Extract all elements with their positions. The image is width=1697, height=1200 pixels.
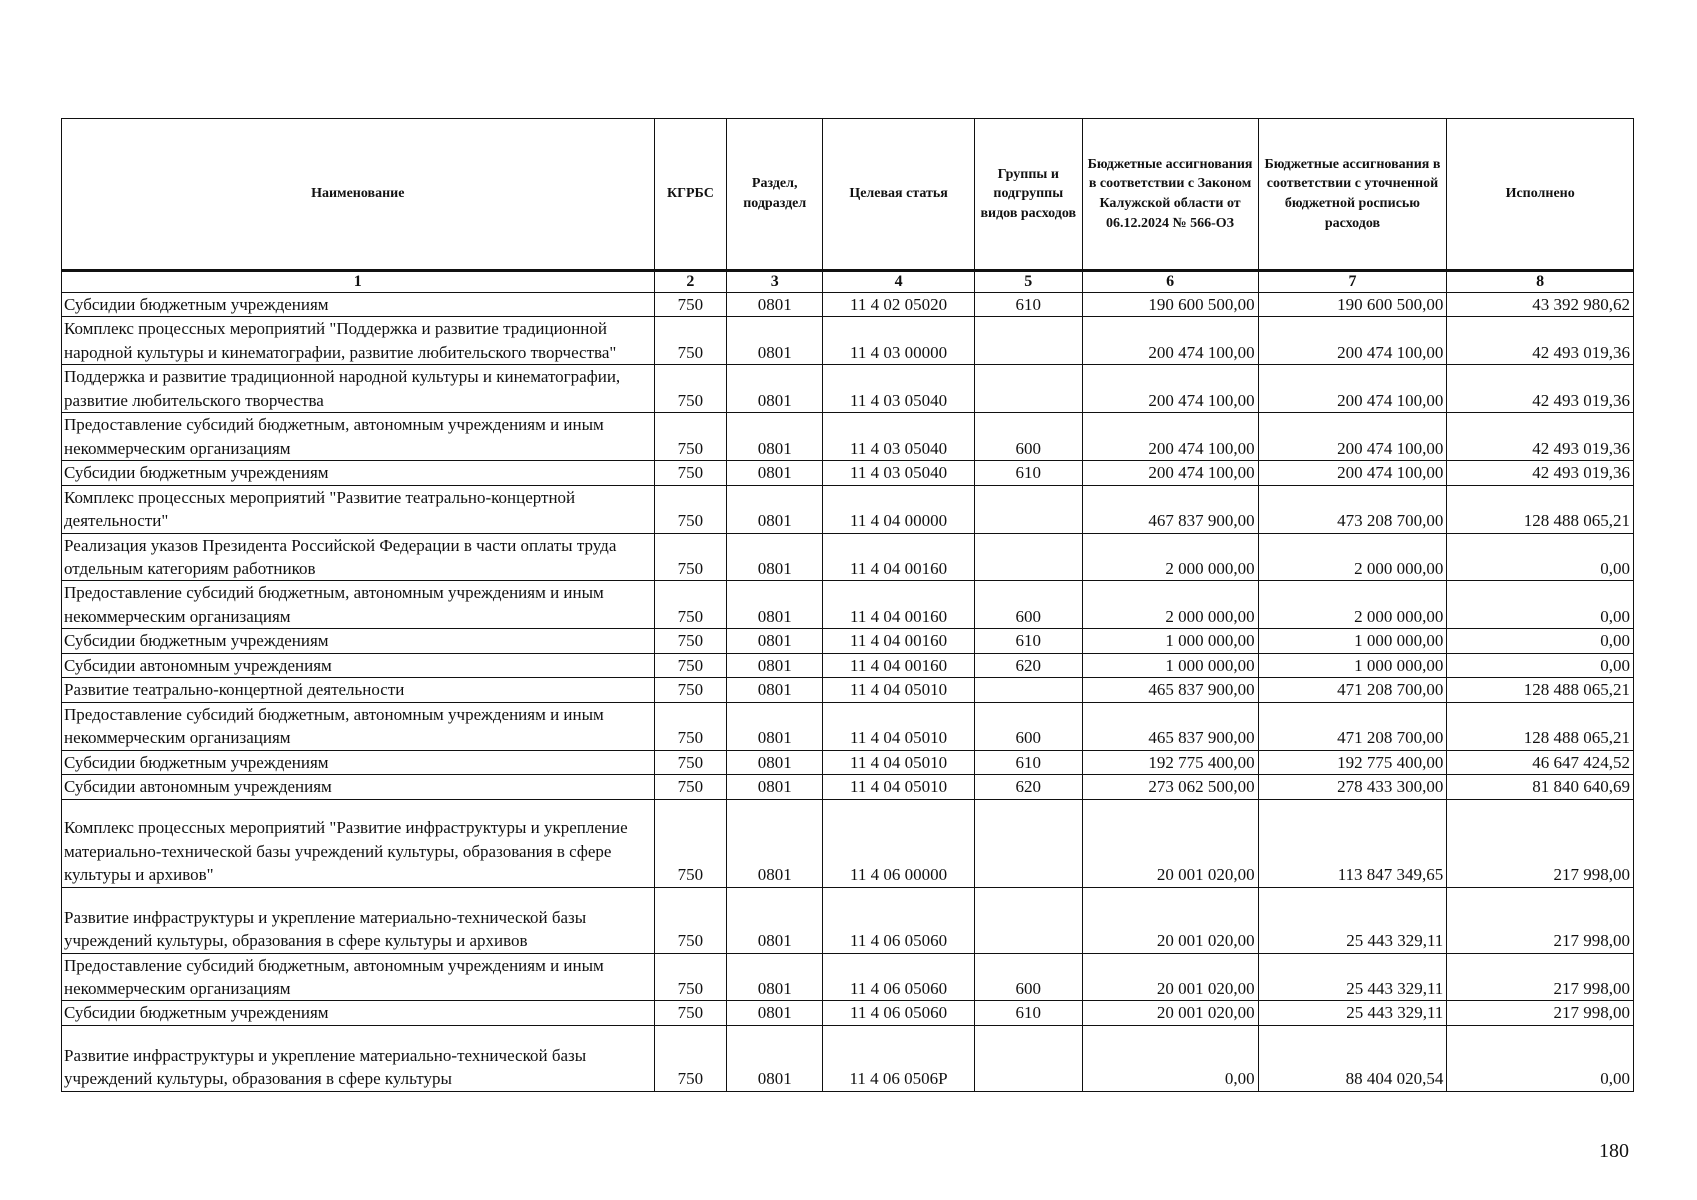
cell-razdel: 0801 (727, 317, 823, 365)
cell-vid (975, 678, 1083, 702)
cell-razdel: 0801 (727, 293, 823, 317)
cell-celevaya: 11 4 04 05010 (823, 678, 975, 702)
cell-razdel: 0801 (727, 485, 823, 533)
budget-table (61, 118, 1634, 1092)
cell-rospis: 1 000 000,00 (1258, 629, 1447, 653)
header-razdel: Раздел, подраздел (727, 119, 823, 271)
header-celevaya: Целевая статья (823, 119, 975, 271)
cell-ispolneno: 0,00 (1447, 581, 1634, 629)
cell-name: Комплекс процессных мероприятий "Поддержка и развитие традиционной народной культуры и кинематографии, развитие любительского творчества" (62, 317, 655, 365)
cell-rospis: 200 474 100,00 (1258, 461, 1447, 485)
cell-law: 20 001 020,00 (1082, 1001, 1258, 1025)
cell-ispolneno: 42 493 019,36 (1447, 461, 1634, 485)
cell-celevaya: 11 4 04 05010 (823, 702, 975, 750)
cell-razdel: 0801 (727, 775, 823, 799)
cell-ispolneno: 0,00 (1447, 533, 1634, 581)
cell-vid (975, 485, 1083, 533)
cell-razdel: 0801 (727, 750, 823, 774)
cell-vid: 610 (975, 461, 1083, 485)
cell-rospis: 25 443 329,11 (1258, 1001, 1447, 1025)
page-number: 180 (1599, 1140, 1629, 1162)
cell-law: 2 000 000,00 (1082, 533, 1258, 581)
cell-name: Предоставление субсидий бюджетным, автономным учреждениям и иным некоммерческим организациям (62, 413, 655, 461)
cell-celevaya: 11 4 06 05060 (823, 953, 975, 1001)
cell-name: Развитие театрально-концертной деятельности (62, 678, 655, 702)
column-number: 2 (654, 271, 727, 293)
cell-vid (975, 887, 1083, 953)
table-row (62, 1025, 1634, 1091)
cell-vid: 610 (975, 750, 1083, 774)
cell-razdel: 0801 (727, 413, 823, 461)
cell-law: 20 001 020,00 (1082, 953, 1258, 1001)
table-header (62, 119, 1634, 293)
cell-name: Предоставление субсидий бюджетным, автономным учреждениям и иным некоммерческим организациям (62, 702, 655, 750)
table-row (62, 678, 1634, 702)
cell-rospis: 200 474 100,00 (1258, 365, 1447, 413)
cell-ispolneno: 217 998,00 (1447, 887, 1634, 953)
cell-vid: 620 (975, 775, 1083, 799)
cell-vid: 600 (975, 581, 1083, 629)
cell-kgrbs: 750 (654, 1025, 727, 1091)
cell-vid (975, 533, 1083, 581)
column-number: 4 (823, 271, 975, 293)
cell-rospis: 1 000 000,00 (1258, 653, 1447, 677)
cell-celevaya: 11 4 06 05060 (823, 1001, 975, 1025)
column-number-row (62, 271, 1634, 293)
cell-law: 20 001 020,00 (1082, 799, 1258, 887)
cell-ispolneno: 217 998,00 (1447, 953, 1634, 1001)
cell-name: Развитие инфраструктуры и укрепление материально-технической базы учреждений культуры, образования в сфере культуры (62, 1025, 655, 1091)
table-row (62, 317, 1634, 365)
cell-celevaya: 11 4 04 00160 (823, 653, 975, 677)
cell-kgrbs: 750 (654, 953, 727, 1001)
cell-law: 465 837 900,00 (1082, 678, 1258, 702)
column-number: 8 (1447, 271, 1634, 293)
cell-rospis: 192 775 400,00 (1258, 750, 1447, 774)
cell-ispolneno: 42 493 019,36 (1447, 365, 1634, 413)
cell-kgrbs: 750 (654, 485, 727, 533)
header-kgrbs: КГРБС (654, 119, 727, 271)
cell-law: 0,00 (1082, 1025, 1258, 1091)
cell-razdel: 0801 (727, 533, 823, 581)
cell-rospis: 113 847 349,65 (1258, 799, 1447, 887)
cell-law: 192 775 400,00 (1082, 750, 1258, 774)
column-number: 7 (1258, 271, 1447, 293)
cell-ispolneno: 128 488 065,21 (1447, 485, 1634, 533)
cell-rospis: 200 474 100,00 (1258, 413, 1447, 461)
cell-razdel: 0801 (727, 1001, 823, 1025)
cell-law: 465 837 900,00 (1082, 702, 1258, 750)
cell-law: 20 001 020,00 (1082, 887, 1258, 953)
cell-celevaya: 11 4 04 00160 (823, 581, 975, 629)
cell-razdel: 0801 (727, 653, 823, 677)
header-ispolneno: Исполнено (1447, 119, 1634, 271)
cell-celevaya: 11 4 03 05040 (823, 365, 975, 413)
column-number: 5 (975, 271, 1083, 293)
cell-ispolneno: 42 493 019,36 (1447, 413, 1634, 461)
cell-rospis: 471 208 700,00 (1258, 702, 1447, 750)
cell-razdel: 0801 (727, 461, 823, 485)
table-row (62, 887, 1634, 953)
cell-razdel: 0801 (727, 365, 823, 413)
cell-rospis: 2 000 000,00 (1258, 533, 1447, 581)
cell-law: 200 474 100,00 (1082, 365, 1258, 413)
table-row (62, 953, 1634, 1001)
cell-ispolneno: 42 493 019,36 (1447, 317, 1634, 365)
cell-law: 467 837 900,00 (1082, 485, 1258, 533)
header-vid: Группы и подгруппы видов расходов (975, 119, 1083, 271)
column-number: 6 (1082, 271, 1258, 293)
cell-razdel: 0801 (727, 702, 823, 750)
cell-ispolneno: 0,00 (1447, 1025, 1634, 1091)
table-row (62, 799, 1634, 887)
table-row (62, 533, 1634, 581)
cell-rospis: 278 433 300,00 (1258, 775, 1447, 799)
cell-vid (975, 1025, 1083, 1091)
cell-celevaya: 11 4 06 05060 (823, 887, 975, 953)
cell-celevaya: 11 4 04 05010 (823, 775, 975, 799)
cell-name: Субсидии бюджетным учреждениям (62, 1001, 655, 1025)
cell-kgrbs: 750 (654, 775, 727, 799)
cell-ispolneno: 128 488 065,21 (1447, 702, 1634, 750)
table-row (62, 461, 1634, 485)
cell-ispolneno: 217 998,00 (1447, 1001, 1634, 1025)
cell-name: Субсидии бюджетным учреждениям (62, 461, 655, 485)
cell-ispolneno: 0,00 (1447, 653, 1634, 677)
cell-kgrbs: 750 (654, 461, 727, 485)
cell-celevaya: 11 4 06 00000 (823, 799, 975, 887)
cell-razdel: 0801 (727, 581, 823, 629)
cell-vid (975, 317, 1083, 365)
cell-name: Комплекс процессных мероприятий "Развитие инфраструктуры и укрепление материально-технической базы учреждений культуры, образования в сфере культуры и архивов" (62, 799, 655, 887)
cell-kgrbs: 750 (654, 581, 727, 629)
table-row (62, 581, 1634, 629)
cell-vid: 600 (975, 953, 1083, 1001)
header-name: Наименование (62, 119, 655, 271)
table-row (62, 413, 1634, 461)
cell-kgrbs: 750 (654, 533, 727, 581)
cell-rospis: 190 600 500,00 (1258, 293, 1447, 317)
cell-law: 273 062 500,00 (1082, 775, 1258, 799)
cell-ispolneno: 128 488 065,21 (1447, 678, 1634, 702)
cell-celevaya: 11 4 03 00000 (823, 317, 975, 365)
table-row (62, 775, 1634, 799)
table-row (62, 653, 1634, 677)
cell-vid: 600 (975, 413, 1083, 461)
cell-name: Субсидии автономным учреждениям (62, 775, 655, 799)
cell-rospis: 473 208 700,00 (1258, 485, 1447, 533)
cell-name: Предоставление субсидий бюджетным, автономным учреждениям и иным некоммерческим организациям (62, 581, 655, 629)
cell-name: Реализация указов Президента Российской Федерации в части оплаты труда отдельным категориям работников (62, 533, 655, 581)
cell-rospis: 471 208 700,00 (1258, 678, 1447, 702)
cell-ispolneno: 43 392 980,62 (1447, 293, 1634, 317)
cell-kgrbs: 750 (654, 365, 727, 413)
cell-ispolneno: 217 998,00 (1447, 799, 1634, 887)
cell-kgrbs: 750 (654, 413, 727, 461)
cell-law: 2 000 000,00 (1082, 581, 1258, 629)
table-body (62, 293, 1634, 1092)
cell-kgrbs: 750 (654, 799, 727, 887)
column-number: 1 (62, 271, 655, 293)
cell-name: Предоставление субсидий бюджетным, автономным учреждениям и иным некоммерческим организациям (62, 953, 655, 1001)
table-row (62, 702, 1634, 750)
cell-celevaya: 11 4 03 05040 (823, 413, 975, 461)
table-row (62, 750, 1634, 774)
cell-kgrbs: 750 (654, 678, 727, 702)
cell-razdel: 0801 (727, 629, 823, 653)
cell-name: Субсидии бюджетным учреждениям (62, 750, 655, 774)
cell-razdel: 0801 (727, 678, 823, 702)
cell-ispolneno: 0,00 (1447, 629, 1634, 653)
cell-vid: 600 (975, 702, 1083, 750)
cell-law: 200 474 100,00 (1082, 413, 1258, 461)
cell-law: 1 000 000,00 (1082, 653, 1258, 677)
cell-name: Поддержка и развитие традиционной народной культуры и кинематографии, развитие любительского творчества (62, 365, 655, 413)
cell-kgrbs: 750 (654, 317, 727, 365)
cell-name: Развитие инфраструктуры и укрепление материально-технической базы учреждений культуры, образования в сфере культуры и архивов (62, 887, 655, 953)
cell-kgrbs: 750 (654, 702, 727, 750)
cell-name: Субсидии бюджетным учреждениям (62, 293, 655, 317)
cell-vid: 610 (975, 1001, 1083, 1025)
cell-law: 200 474 100,00 (1082, 317, 1258, 365)
table-row (62, 1001, 1634, 1025)
cell-celevaya: 11 4 06 0506Р (823, 1025, 975, 1091)
cell-celevaya: 11 4 03 05040 (823, 461, 975, 485)
cell-name: Субсидии автономным учреждениям (62, 653, 655, 677)
cell-vid (975, 365, 1083, 413)
cell-razdel: 0801 (727, 1025, 823, 1091)
cell-name: Субсидии бюджетным учреждениям (62, 629, 655, 653)
cell-celevaya: 11 4 04 05010 (823, 750, 975, 774)
cell-rospis: 2 000 000,00 (1258, 581, 1447, 629)
cell-ispolneno: 46 647 424,52 (1447, 750, 1634, 774)
cell-rospis: 200 474 100,00 (1258, 317, 1447, 365)
column-number: 3 (727, 271, 823, 293)
cell-razdel: 0801 (727, 953, 823, 1001)
cell-vid: 610 (975, 629, 1083, 653)
table-row (62, 293, 1634, 317)
cell-name: Комплекс процессных мероприятий "Развитие театрально-концертной деятельности" (62, 485, 655, 533)
cell-rospis: 25 443 329,11 (1258, 953, 1447, 1001)
cell-law: 190 600 500,00 (1082, 293, 1258, 317)
cell-rospis: 25 443 329,11 (1258, 887, 1447, 953)
cell-vid: 610 (975, 293, 1083, 317)
cell-kgrbs: 750 (654, 1001, 727, 1025)
table-row (62, 485, 1634, 533)
table-row (62, 365, 1634, 413)
cell-celevaya: 11 4 04 00160 (823, 533, 975, 581)
cell-rospis: 88 404 020,54 (1258, 1025, 1447, 1091)
cell-kgrbs: 750 (654, 887, 727, 953)
cell-razdel: 0801 (727, 887, 823, 953)
cell-law: 1 000 000,00 (1082, 629, 1258, 653)
header-rospis: Бюджетные ассигнования в соответствии с уточненной бюджетной росписью расходов (1258, 119, 1447, 271)
cell-celevaya: 11 4 04 00160 (823, 629, 975, 653)
cell-kgrbs: 750 (654, 293, 727, 317)
table-row (62, 629, 1634, 653)
cell-vid (975, 799, 1083, 887)
cell-razdel: 0801 (727, 799, 823, 887)
cell-kgrbs: 750 (654, 653, 727, 677)
header-law: Бюджетные ассигнования в соответствии с Законом Калужской области от 06.12.2024 № 566-ОЗ (1082, 119, 1258, 271)
cell-kgrbs: 750 (654, 750, 727, 774)
cell-ispolneno: 81 840 640,69 (1447, 775, 1634, 799)
cell-celevaya: 11 4 02 05020 (823, 293, 975, 317)
cell-celevaya: 11 4 04 00000 (823, 485, 975, 533)
cell-vid: 620 (975, 653, 1083, 677)
cell-kgrbs: 750 (654, 629, 727, 653)
header-row (62, 119, 1634, 271)
cell-law: 200 474 100,00 (1082, 461, 1258, 485)
